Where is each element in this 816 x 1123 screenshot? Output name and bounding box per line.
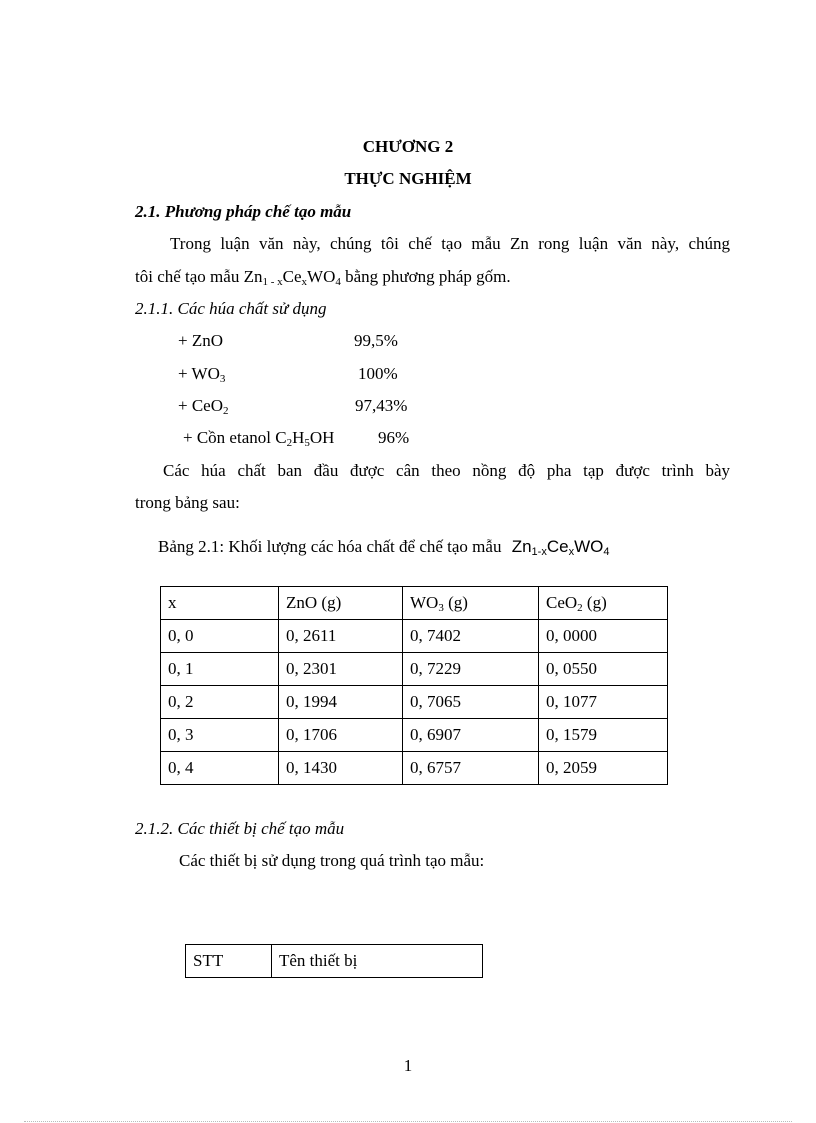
table-header-cell: STT — [186, 945, 272, 978]
page-number: 1 — [403, 1056, 413, 1075]
section-2-1-1-paragraph-line2: trong bảng sau: — [135, 493, 240, 512]
table-cell: 0, 1994 — [279, 686, 403, 719]
table-cell: 0, 2059 — [539, 752, 668, 785]
table-header-cell: ZnO (g) — [279, 587, 403, 620]
table-cell: 0, 3 — [161, 719, 279, 752]
section-2-1-1-paragraph-line1: Các húa chất ban đầu được cân theo nồng độ pha tạp được trình bày — [163, 461, 730, 480]
page-bottom-border — [24, 1121, 792, 1122]
table-cell: 0, 2 — [161, 686, 279, 719]
chemical-purity: 96% — [378, 428, 410, 447]
section-2-1-paragraph-line2: tôi chế tạo mẫu $Zn_{1 - x}Ce_xWO_4$ bằng phương pháp gốm. — [135, 267, 511, 288]
table-cell: 0, 0550 — [539, 653, 668, 686]
section-2-1-heading: 2.1. Phương pháp chế tạo mẫu — [135, 202, 352, 221]
table-cell: 0, 1430 — [279, 752, 403, 785]
table-cell: 0, 2611 — [279, 620, 403, 653]
table-row — [161, 653, 668, 686]
table-cell: 0, 1706 — [279, 719, 403, 752]
table-row — [161, 620, 668, 653]
table-header-cell: $WO_3$ (g) — [403, 587, 539, 620]
chemical-purity: 100% — [358, 364, 398, 383]
table-1 — [160, 586, 668, 785]
chemical-name: + Cồn etanol $C_2H_5OH$ — [183, 428, 335, 449]
table-cell: 0, 6757 — [403, 752, 539, 785]
table-cell: 0, 1 — [161, 653, 279, 686]
table-row — [161, 686, 668, 719]
table-header-cell: Tên thiết bị — [272, 945, 483, 978]
section-2-1-2-intro: Các thiết bị sử dụng trong quá trình tạo mẫu: — [179, 851, 485, 870]
table-cell: 0, 7065 — [403, 686, 539, 719]
table-cell: 0, 1579 — [539, 719, 668, 752]
table-cell: 0, 0000 — [539, 620, 668, 653]
table-header-row — [186, 945, 483, 978]
chemical-purity: 99,5% — [354, 331, 398, 350]
table-cell: 0, 4 — [161, 752, 279, 785]
table-cell: 0, 1077 — [539, 686, 668, 719]
table-row — [161, 719, 668, 752]
table-cell: 0, 7402 — [403, 620, 539, 653]
chapter-title: THỰC NGHIỆM — [344, 169, 472, 188]
chemical-name: + CeO$_2$ — [178, 396, 229, 417]
table-cell: 0, 7229 — [403, 653, 539, 686]
table-cell: 0, 2301 — [279, 653, 403, 686]
table-2 — [185, 944, 483, 978]
section-2-1-1-heading: 2.1.1. Các húa chất sử dụng — [135, 299, 327, 318]
table-header-cell: CeO$_2$ (g) — [539, 587, 668, 620]
table-cell: 0, 6907 — [403, 719, 539, 752]
chemical-name: + ZnO — [178, 331, 223, 350]
section-2-1-paragraph-line1: Trong luận văn này, chúng tôi chế tạo mẫu Zn rong luận văn này, chúng — [170, 234, 730, 253]
table-row — [161, 752, 668, 785]
table-cell: 0, 0 — [161, 620, 279, 653]
chemical-name: + $WO_3$ — [178, 364, 226, 385]
table-header-row — [161, 587, 668, 620]
table-1-caption: Bảng 2.1: Khối lượng các hóa chất để chế tạo mẫu Zn1-xCexWO4 — [158, 537, 610, 558]
table-header-cell: x — [161, 587, 279, 620]
chemical-purity: 97,43% — [355, 396, 408, 415]
section-2-1-2-heading: 2.1.2. Các thiết bị chế tạo mẫu — [135, 819, 345, 838]
chapter-label: CHƯƠNG 2 — [362, 137, 454, 156]
